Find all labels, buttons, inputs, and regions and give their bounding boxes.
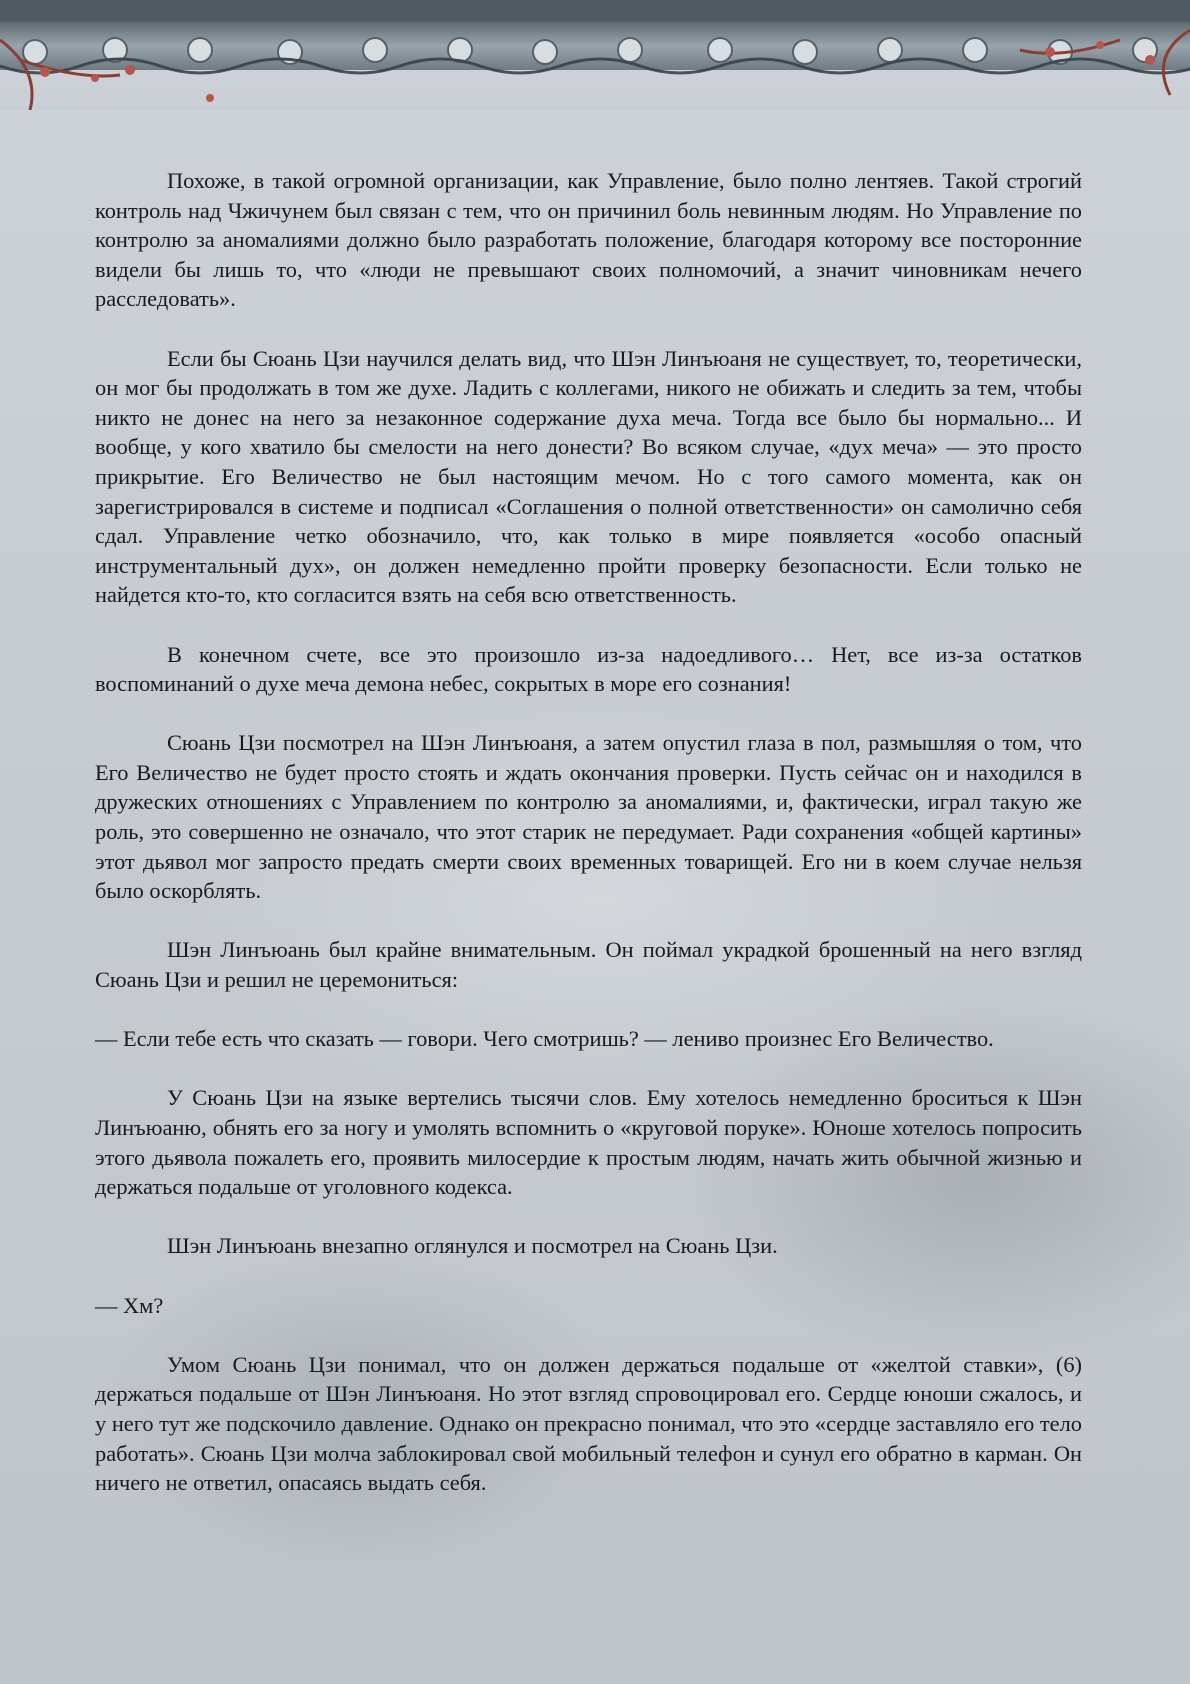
paragraph: — Если тебе есть что сказать — говори. Чего смотришь? — лениво произнес Его Величество. [95, 1026, 994, 1052]
document-body [95, 166, 1082, 1527]
paragraph: В конечном счете, все это произошло из-за надоедливого… Нет, все из-за остатков воспоминаний о духе меча демона небес, сокрытых в море его сознания! [95, 641, 1082, 697]
paragraph: — Хм? [95, 1292, 164, 1318]
paragraph: Шэн Линъюань был крайне внимательным. Он поймал украдкой брошенный на него взгляд Сюань Цзи и решил не церемониться: [95, 937, 1082, 993]
paragraph: Сюань Цзи посмотрел на Шэн Линъюаня, а затем опустил глаза в пол, размышляя о том, что Его Величество не будет просто стоять и ждать окончания проверки. Пусть сейчас он и находился в дружеских отношениях с Управлением по контролю за аномалиями, и, фактически, играл такую же роль, это совершенно не означало, что этот старик не передумает. Ради сохранения «общей картины» этот дьявол мог запросто предать смерти своих временных товарищей. Его ни в коем случае нельзя было оскорблять. [95, 730, 1082, 904]
paragraph: Шэн Линъюань внезапно оглянулся и посмотрел на Сюань Цзи. [167, 1233, 778, 1259]
paragraph: У Сюань Цзи на языке вертелись тысячи слов. Ему хотелось немедленно броситься к Шэн Линъюаню, обнять его за ногу и умолять вспомнить о «круговой поруке». Юноше хотелось попросить этого дьявола пожалеть его, проявить милосердие к простым людям, начать жить обычной жизнью и держаться подальше от уголовного кодекса. [95, 1085, 1082, 1200]
roof-tiles-decoration [0, 0, 1190, 110]
paragraph: Умом Сюань Цзи понимал, что он должен держаться подальше от «желтой ставки», (6) держаться подальше от Шэн Линъюаня. Но этот взгляд спровоцировал его. Сердце юноши сжалось, и у него тут же подскочило давление. Однако он прекрасно понимал, что это «сердце заставляло его тело работать». Сюань Цзи молча заблокировал свой мобильный телефон и сунул его обратно в карман. Он ничего не ответил, опасаясь выдать себя. [95, 1351, 1082, 1496]
paragraph: Если бы Сюань Цзи научился делать вид, что Шэн Линъюаня не существует, то, теоретически, он мог бы продолжать в том же духе. Ладить с коллегами, никого не обижать и следить за тем, чтобы никто не донес на него за незаконное содержание духа меча. Тогда все было бы нормально... И вообще, у кого хватило бы смелости на него донести? Во всяком случае, «дух меча» — это просто прикрытие. Его Величество не был настоящим мечом. Но с того самого момента, как он зарегистрировался в системе и подписал «Соглашения о полной ответственности» он самолично себя сдал. Управление четко обозначило, что, как только в мире появляется «особо опасный инструментальный дух», он должен немедленно пройти проверку безопасности. Если только не найдется кто-то, кто согласится взять на себя всю ответственность. [95, 345, 1082, 608]
paragraph: Похоже, в такой огромной организации, как Управление, было полно лентяев. Такой строгий контроль над Чжичунем был связан с тем, что он причинил боль невинным людям. Но Управление по контролю за аномалиями должно было разработать положение, благодаря которому все посторонние видели бы лишь то, что «люди не превышают своих полномочий, а значит чиновникам нечего расследовать». [95, 168, 1082, 312]
